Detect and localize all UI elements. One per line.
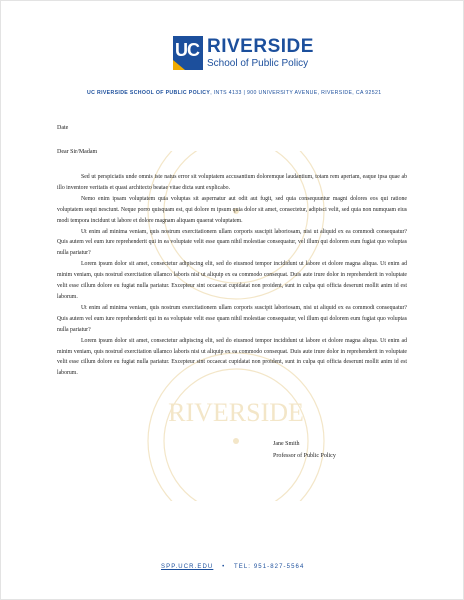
letter-salutation: Dear Sir/Madam xyxy=(57,149,98,155)
address-org-name: UC RIVERSIDE SCHOOL OF PUBLIC POLICY xyxy=(87,90,211,96)
address-line xyxy=(87,90,387,96)
body-paragraph: Lorem ipsum dolor sit amet, consectetur adipiscing elit, sed do eiusmod tempor incididunt ut labore et dolore magna aliqua. Ut enim ad minim veniam, quis nostrud exercitation ullamco laboris nisi ut aliquip ex ea commodo consequat. Duis aute irure dolor in reprehenderit in voluptate velit esse cillum dolore eu fugiat nulla pariatur. Excepteur sint occaecat cupidatat non proident, sunt in culpa qui officia deserunt mollit anim id est laborum. xyxy=(57,337,407,377)
logo-subtitle: School of Public Policy xyxy=(207,58,309,69)
letter-date: Date xyxy=(57,125,69,131)
logo-title: RIVERSIDE xyxy=(207,36,314,57)
body-paragraph: Ut enim ad minima veniam, quis nostrum exercitationem ullam corporis suscipit laboriosam, nisi ut aliquid ex ea commodi consequatur? Quis autem vel eum iure reprehenderit qui in ea voluptate velit esse quam nihil molestiae consequatur, vel illum qui dolorem eum fugiat quo voluptas nulla pariatur? xyxy=(57,228,407,257)
signature-block xyxy=(273,438,336,462)
footer-contact xyxy=(161,564,304,570)
body-paragraph: Nemo enim ipsam voluptatem quia voluptas sit aspernatur aut odit aut fugit, sed quia consequuntur magni dolores eos qui ratione voluptatem sequi nesciunt. Neque porro quisquam est, qui dolore m ipsum quia dolor sit amet, consectetur, adipisci velit, sed quia non numquam eius modi tempora incidunt ut labore et dolore magnam aliquam quaerat voluptatem. xyxy=(57,195,407,224)
body-paragraph: Sed ut perspiciatis unde omnis iste natus error sit voluptatem accusantium doloremque laudantium, totam rem aperiam, eaque ipsa quae ab illo inventore veritatis et quasi architecto beatae vitae dicta sunt explicabo. xyxy=(57,174,407,191)
address-details: , INTS 4133 | 900 UNIVERSITY AVENUE, RIVERSIDE, CA 92521 xyxy=(210,90,382,96)
letter-body xyxy=(57,172,407,379)
phone-number: TEL: 951-827-5564 xyxy=(234,564,305,570)
signer-title: Professor of Public Policy xyxy=(273,453,336,459)
logo-mark-text: UC xyxy=(175,40,199,60)
body-paragraph: Ut enim ad minima veniam, quis nostrum exercitationem ullam corporis suscipit laboriosam, nisi ut aliquid ex ea commodi consequatur? Quis autem vel eum iure reprehenderit qui in ea voluptate velit esse quam nihil molestiae consequatur, vel illum qui dolorem eum fugiat quo voluptas nulla pariatur? xyxy=(57,304,407,333)
body-paragraph: Lorem ipsum dolor sit amet, consectetur adipiscing elit, sed do eiusmod tempor incididunt ut labore et dolore magna aliqua. Ut enim ad minim veniam, quis nostrud exercitation ullamco laboris nisi ut aliquip ex ea commodo consequat. Duis aute irure dolor in reprehenderit in voluptate velit esse cillum dolore eu fugiat nulla pariatur. Excepteur sint occaecat cupidatat non proident, sunt in culpa qui officia deserunt mollit anim id est laborum. xyxy=(57,261,407,300)
ucr-spp-logo xyxy=(173,36,333,74)
footer-separator: • xyxy=(222,564,226,570)
seal-text: RIVERSIDE xyxy=(168,398,304,427)
logo-accent-shape xyxy=(173,60,185,70)
signer-name: Jane Smith xyxy=(273,441,300,447)
website-link[interactable]: SPP.UCR.EDU xyxy=(161,564,214,570)
